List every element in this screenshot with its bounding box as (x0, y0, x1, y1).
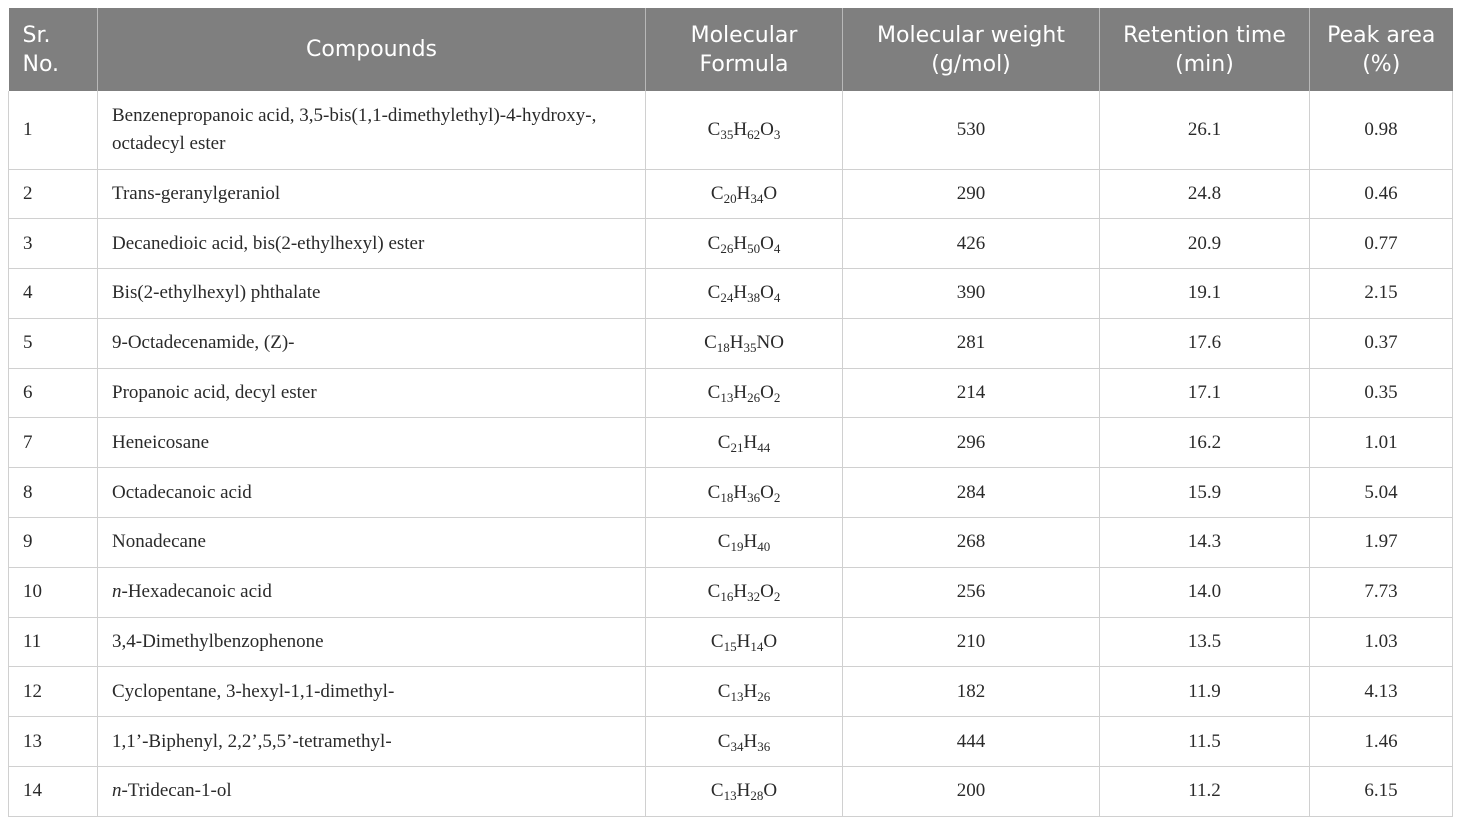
molecular-formula (646, 617, 843, 667)
retention-time: 16.2 (1100, 418, 1310, 468)
molecular-weight: 200 (843, 767, 1100, 817)
header-sr-no: Sr. No. (9, 8, 98, 91)
compound-name (98, 368, 646, 418)
retention-time: 15.9 (1100, 468, 1310, 518)
formula-subscript: 40 (757, 539, 771, 555)
formula-subscript: 18 (716, 340, 730, 356)
formula-element: C (717, 531, 731, 553)
formula-element: C (707, 382, 721, 404)
compound-name-text: Decanedioic acid, bis(2-ethylhexyl) ester (112, 232, 425, 254)
molecular-formula (646, 567, 843, 617)
formula-element: H (743, 680, 758, 702)
table-row (9, 518, 1453, 568)
retention-time: 11.9 (1100, 667, 1310, 717)
compound-name (98, 518, 646, 568)
compound-name (98, 269, 646, 319)
peak-area: 1.97 (1310, 518, 1453, 568)
table-body (9, 91, 1453, 816)
peak-area: 7.73 (1310, 567, 1453, 617)
molecular-formula (646, 468, 843, 518)
molecular-weight: 284 (843, 468, 1100, 518)
molecular-formula (646, 91, 843, 169)
compound-name (98, 468, 646, 518)
formula-element: H (736, 631, 751, 653)
molecular-weight: 268 (843, 518, 1100, 568)
row-number: 1 (9, 91, 98, 169)
peak-area: 1.03 (1310, 617, 1453, 667)
row-number: 13 (9, 717, 98, 767)
row-number: 4 (9, 269, 98, 319)
formula-subscript: 13 (720, 390, 734, 406)
row-number: 12 (9, 667, 98, 717)
formula-element: H (733, 382, 748, 404)
table-row (9, 468, 1453, 518)
molecular-weight: 210 (843, 617, 1100, 667)
formula-element: NO (756, 332, 784, 354)
retention-time: 17.1 (1100, 368, 1310, 418)
row-number: 14 (9, 767, 98, 817)
header-row (9, 8, 1453, 91)
compound-name-text: Heneicosane (112, 431, 210, 453)
formula-subscript: 19 (730, 539, 744, 555)
formula-subscript: 26 (757, 688, 771, 704)
formula-element: H (736, 780, 751, 802)
formula-element: C (707, 581, 721, 603)
compound-name-text: Bis(2-ethylhexyl) phthalate (112, 282, 321, 304)
formula-element: H (733, 232, 748, 254)
molecular-weight: 256 (843, 567, 1100, 617)
peak-area: 0.46 (1310, 169, 1453, 219)
formula-element: O (763, 182, 778, 204)
peak-area: 0.35 (1310, 368, 1453, 418)
formula-element: C (717, 431, 731, 453)
peak-area: 1.46 (1310, 717, 1453, 767)
table-row (9, 667, 1453, 717)
row-number: 3 (9, 219, 98, 269)
header-retention: Retention time (min) (1100, 8, 1310, 91)
compound-name (98, 567, 646, 617)
compound-name-text: 1,1’-Biphenyl, 2,2’,5,5’-tetramethyl- (112, 730, 392, 752)
retention-time: 17.6 (1100, 318, 1310, 368)
compound-name-text: Octadecanoic acid (112, 481, 252, 503)
formula-element: H (729, 332, 744, 354)
molecular-formula (646, 219, 843, 269)
molecular-weight: 444 (843, 717, 1100, 767)
formula-subscript: 2 (773, 390, 781, 406)
compound-name-text: -Tridecan-1-ol (121, 780, 232, 802)
formula-subscript: 4 (773, 290, 781, 306)
formula-element: O (760, 481, 774, 503)
formula-subscript: 38 (747, 290, 761, 306)
compound-name-text: -Hexadecanoic acid (121, 581, 272, 603)
retention-time: 20.9 (1100, 219, 1310, 269)
molecular-weight: 214 (843, 368, 1100, 418)
formula-subscript: 2 (773, 589, 781, 605)
header-compounds: Compounds (98, 8, 646, 91)
formula-subscript: 14 (750, 639, 764, 655)
formula-element: C (707, 282, 721, 304)
compound-name-text: 9-Octadecenamide, (Z)- (112, 332, 295, 354)
formula-subscript: 34 (750, 190, 764, 206)
formula-subscript: 21 (730, 439, 744, 455)
retention-time: 14.3 (1100, 518, 1310, 568)
compound-name-text: Propanoic acid, decyl ester (112, 382, 317, 404)
molecular-weight: 290 (843, 169, 1100, 219)
formula-element: H (743, 431, 758, 453)
formula-element: C (707, 481, 721, 503)
peak-area: 0.37 (1310, 318, 1453, 368)
formula-element: C (710, 182, 724, 204)
compound-name-prefix: n (112, 780, 122, 802)
compound-name (98, 169, 646, 219)
table-row (9, 169, 1453, 219)
compound-name (98, 667, 646, 717)
retention-time: 19.1 (1100, 269, 1310, 319)
formula-element: H (733, 282, 748, 304)
compound-name (98, 767, 646, 817)
formula-subscript: 15 (723, 639, 737, 655)
compound-name (98, 617, 646, 667)
formula-element: H (733, 118, 748, 140)
compound-name-text: Nonadecane (112, 531, 206, 553)
retention-time: 13.5 (1100, 617, 1310, 667)
table-row (9, 767, 1453, 817)
table-row (9, 219, 1453, 269)
formula-element: H (736, 182, 751, 204)
molecular-weight: 530 (843, 91, 1100, 169)
peak-area: 5.04 (1310, 468, 1453, 518)
retention-time: 11.2 (1100, 767, 1310, 817)
compound-name-text: Trans-geranylgeraniol (112, 182, 281, 204)
retention-time: 24.8 (1100, 169, 1310, 219)
formula-element: O (763, 780, 778, 802)
formula-subscript: 62 (747, 126, 761, 142)
retention-time: 11.5 (1100, 717, 1310, 767)
formula-subscript: 26 (720, 240, 734, 256)
formula-subscript: 13 (730, 688, 744, 704)
table-row (9, 418, 1453, 468)
table-row (9, 269, 1453, 319)
formula-subscript: 2 (773, 489, 781, 505)
formula-subscript: 20 (723, 190, 737, 206)
formula-subscript: 13 (723, 788, 737, 804)
molecular-formula (646, 368, 843, 418)
formula-element: O (760, 118, 774, 140)
compound-name (98, 717, 646, 767)
molecular-formula (646, 169, 843, 219)
table-row (9, 717, 1453, 767)
formula-element: O (763, 631, 778, 653)
peak-area: 2.15 (1310, 269, 1453, 319)
formula-element: H (743, 730, 758, 752)
formula-subscript: 18 (720, 489, 734, 505)
compound-name-text: Benzenepropanoic acid, 3,5-bis(1,1-dimethylethyl)-4-hydroxy-, octadecyl ester (112, 104, 597, 154)
table-row (9, 617, 1453, 667)
row-number: 7 (9, 418, 98, 468)
formula-element: C (710, 631, 724, 653)
table-row (9, 91, 1453, 169)
formula-subscript: 16 (720, 589, 734, 605)
molecular-formula (646, 269, 843, 319)
formula-element: H (733, 581, 748, 603)
formula-element: O (760, 282, 774, 304)
formula-subscript: 44 (757, 439, 771, 455)
molecular-formula (646, 418, 843, 468)
formula-element: O (760, 581, 774, 603)
table-row (9, 567, 1453, 617)
molecular-weight: 281 (843, 318, 1100, 368)
compound-name-text: Cyclopentane, 3-hexyl-1,1-dimethyl- (112, 680, 395, 702)
compounds-table-container (8, 8, 1452, 817)
formula-element: H (733, 481, 748, 503)
row-number: 11 (9, 617, 98, 667)
formula-element: C (707, 232, 721, 254)
table-row (9, 368, 1453, 418)
formula-element: C (707, 118, 721, 140)
compound-name (98, 91, 646, 169)
formula-element: C (717, 730, 731, 752)
table-row (9, 318, 1453, 368)
peak-area: 1.01 (1310, 418, 1453, 468)
compound-name (98, 318, 646, 368)
header-peak: Peak area (%) (1310, 8, 1453, 91)
row-number: 2 (9, 169, 98, 219)
formula-element: C (717, 680, 731, 702)
formula-subscript: 35 (720, 126, 734, 142)
row-number: 8 (9, 468, 98, 518)
formula-element: H (743, 531, 758, 553)
formula-element: C (710, 780, 724, 802)
peak-area: 0.77 (1310, 219, 1453, 269)
formula-subscript: 24 (720, 290, 734, 306)
molecular-weight: 390 (843, 269, 1100, 319)
molecular-formula (646, 717, 843, 767)
header-formula: Molecular Formula (646, 8, 843, 91)
retention-time: 14.0 (1100, 567, 1310, 617)
retention-time: 26.1 (1100, 91, 1310, 169)
molecular-formula (646, 518, 843, 568)
compound-name-text: 3,4-Dimethylbenzophenone (112, 631, 324, 653)
formula-subscript: 34 (730, 738, 744, 754)
peak-area: 0.98 (1310, 91, 1453, 169)
formula-subscript: 50 (747, 240, 761, 256)
molecular-formula (646, 767, 843, 817)
formula-element: C (704, 332, 717, 354)
row-number: 10 (9, 567, 98, 617)
peak-area: 6.15 (1310, 767, 1453, 817)
row-number: 5 (9, 318, 98, 368)
formula-subscript: 32 (747, 589, 761, 605)
molecular-formula (646, 318, 843, 368)
compound-name (98, 219, 646, 269)
molecular-weight: 182 (843, 667, 1100, 717)
formula-subscript: 35 (743, 340, 757, 356)
formula-subscript: 26 (747, 390, 761, 406)
molecular-formula (646, 667, 843, 717)
header-weight: Molecular weight (g/mol) (843, 8, 1100, 91)
compounds-table (8, 8, 1453, 817)
formula-element: O (760, 382, 774, 404)
peak-area: 4.13 (1310, 667, 1453, 717)
row-number: 6 (9, 368, 98, 418)
formula-element: O (760, 232, 774, 254)
formula-subscript: 28 (750, 788, 764, 804)
molecular-weight: 296 (843, 418, 1100, 468)
molecular-weight: 426 (843, 219, 1100, 269)
row-number: 9 (9, 518, 98, 568)
formula-subscript: 4 (773, 240, 781, 256)
formula-subscript: 3 (773, 126, 781, 142)
compound-name-prefix: n (112, 581, 122, 603)
formula-subscript: 36 (747, 489, 761, 505)
formula-subscript: 36 (757, 738, 771, 754)
compound-name (98, 418, 646, 468)
